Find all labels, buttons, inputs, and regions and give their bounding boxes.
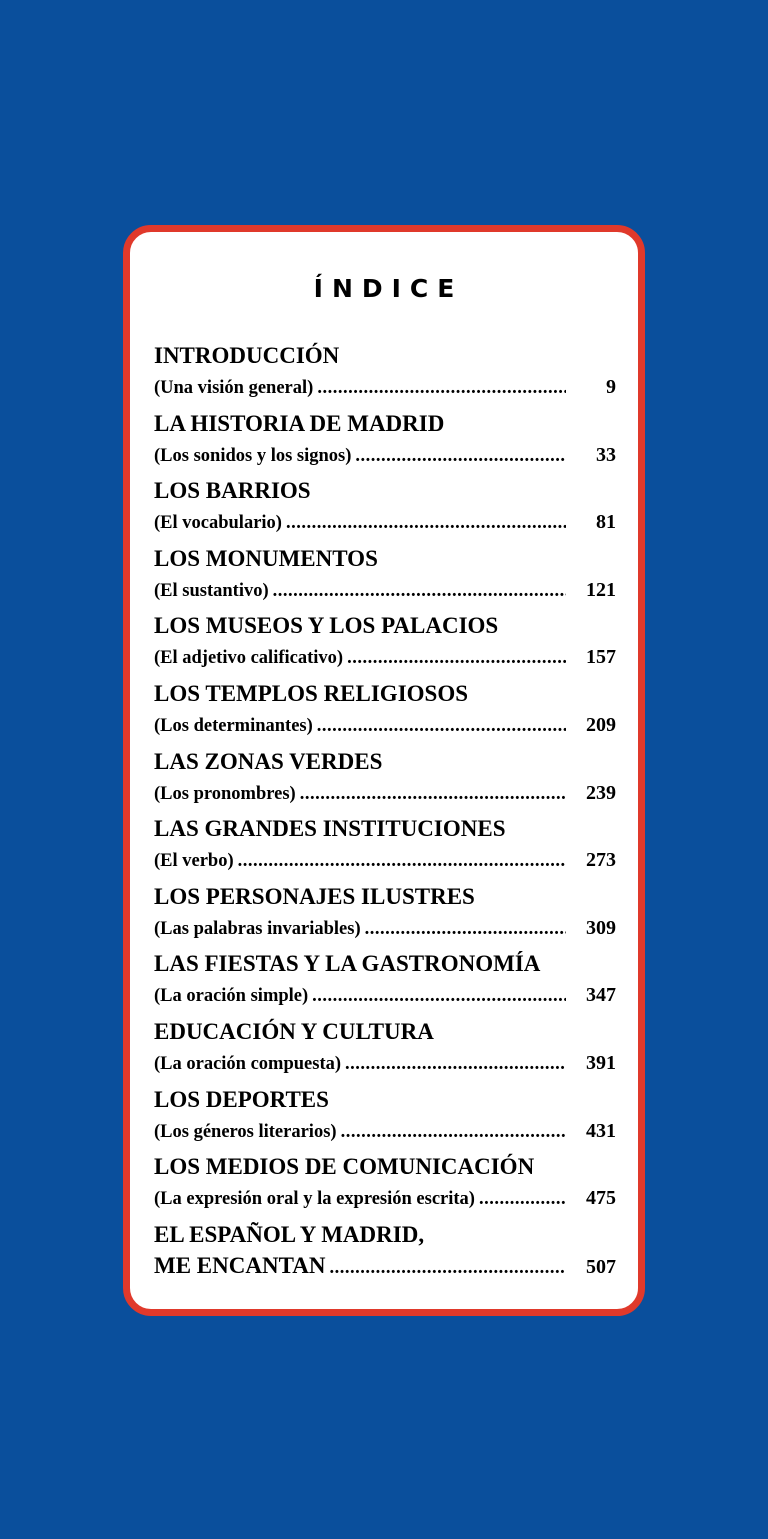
toc-page-number: 9 — [606, 376, 616, 398]
dot-leader — [317, 711, 566, 741]
toc-subtitle: (La expresión oral y la expresión escrita) — [154, 1189, 475, 1210]
dot-leader — [341, 1117, 566, 1147]
toc-entry[interactable] — [154, 1219, 616, 1287]
toc-page-number: 121 — [586, 578, 616, 601]
toc-heading: LAS FIESTAS Y LA GASTRONOMÍA — [154, 951, 541, 977]
toc-subtitle: (Los sonidos y los signos) — [154, 445, 352, 466]
dot-leader — [479, 1184, 566, 1214]
toc-subtitle: (Los pronombres) — [154, 783, 296, 804]
toc-entry[interactable] — [154, 678, 616, 746]
toc-subtitle: (Los géneros literarios) — [154, 1121, 337, 1142]
toc-subtitle: (Una visión general) — [154, 378, 314, 398]
dot-leader — [365, 914, 566, 944]
toc-page-number: 157 — [586, 646, 616, 669]
toc-page-number: 391 — [586, 1051, 616, 1074]
dot-leader — [286, 508, 566, 538]
toc-heading: LAS GRANDES INSTITUCIONES — [154, 816, 506, 842]
toc-page-number: 33 — [596, 443, 616, 466]
dot-leader — [355, 441, 566, 471]
toc-heading: LA HISTORIA DE MADRID — [154, 410, 445, 436]
toc-entry[interactable] — [154, 475, 616, 543]
toc-subtitle: ME ENCANTAN — [154, 1252, 326, 1278]
dot-leader — [238, 846, 566, 876]
toc-page-number: 475 — [586, 1187, 616, 1210]
toc-heading: LOS MEDIOS DE COMUNICACIÓN — [154, 1154, 535, 1180]
toc-page-number: 273 — [586, 849, 616, 872]
toc-heading: LOS BARRIOS — [154, 478, 311, 504]
toc-subtitle: (Las palabras invariables) — [154, 918, 361, 939]
toc-page-number: 347 — [586, 984, 616, 1007]
toc-page-number: 507 — [586, 1255, 616, 1278]
toc-page-number: 239 — [586, 781, 616, 804]
toc-subtitle: (El adjetivo calificativo) — [154, 648, 344, 669]
dot-leader — [273, 576, 566, 606]
toc-subtitle: (El verbo) — [154, 851, 234, 872]
toc-page-number: 309 — [586, 916, 616, 939]
toc-heading: LOS MONUMENTOS — [154, 545, 378, 571]
toc-entry[interactable] — [154, 1151, 616, 1219]
dot-leader — [345, 1049, 566, 1079]
toc-page-number: 431 — [586, 1119, 616, 1142]
toc-entry[interactable] — [154, 948, 616, 1016]
table-of-contents — [154, 340, 616, 1286]
toc-page-number: 81 — [596, 511, 616, 534]
toc-entry[interactable] — [154, 543, 616, 611]
toc-entry[interactable] — [154, 340, 616, 408]
dot-leader — [317, 373, 566, 403]
toc-entry[interactable] — [154, 881, 616, 949]
dot-leader — [312, 981, 566, 1011]
toc-heading: LOS MUSEOS Y LOS PALACIOS — [154, 613, 499, 639]
dot-leader — [347, 643, 566, 673]
toc-heading: EDUCACIÓN Y CULTURA — [154, 1018, 434, 1044]
toc-heading: LOS TEMPLOS RELIGIOSOS — [154, 680, 469, 706]
dot-leader — [300, 779, 566, 809]
index-card — [123, 225, 645, 1316]
toc-entry[interactable] — [154, 1084, 616, 1152]
toc-entry[interactable] — [154, 813, 616, 881]
toc-heading: LAS ZONAS VERDES — [154, 748, 383, 774]
toc-page-number: 209 — [586, 713, 616, 736]
toc-subtitle: (Los determinantes) — [154, 715, 313, 736]
toc-heading: INTRODUCCIÓN — [154, 343, 340, 368]
dot-leader — [329, 1253, 566, 1283]
toc-entry[interactable] — [154, 1016, 616, 1084]
toc-heading: EL ESPAÑOL Y MADRID, — [154, 1221, 425, 1247]
toc-heading: LOS DEPORTES — [154, 1086, 329, 1112]
index-title: ÍNDICE — [313, 274, 464, 303]
toc-subtitle: (La oración compuesta) — [154, 1053, 342, 1074]
toc-entry[interactable] — [154, 746, 616, 814]
toc-subtitle: (La oración simple) — [154, 986, 309, 1007]
toc-entry[interactable] — [154, 408, 616, 476]
toc-subtitle: (El vocabulario) — [154, 513, 282, 534]
toc-subtitle: (El sustantivo) — [154, 580, 269, 601]
toc-entry[interactable] — [154, 610, 616, 678]
toc-heading: LOS PERSONAJES ILUSTRES — [154, 883, 475, 909]
